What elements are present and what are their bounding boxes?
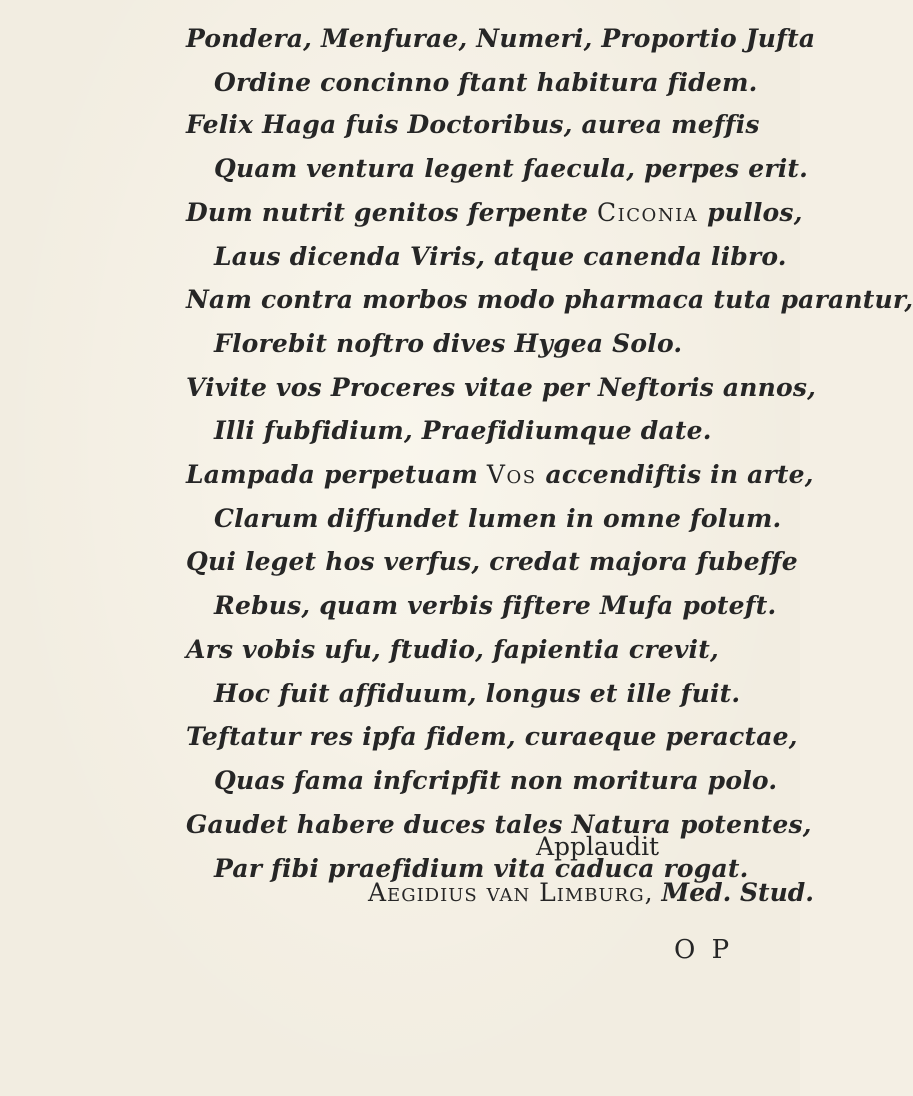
poem-line-part: Lampada perpetuam: [186, 460, 487, 489]
signature: [368, 878, 814, 907]
small-caps-word: Vos: [486, 460, 537, 489]
catchword: O P: [674, 935, 734, 965]
poem-line: Qui leget hos verfus, credat majora fubeffe: [186, 547, 798, 576]
poem-line: Illi fubfidium, Praefidiumque date.: [214, 416, 712, 445]
poem-line: Par fibi praefidium vita caduca rogat.: [214, 854, 749, 883]
poem-line: Gaudet habere duces tales Natura potentes,: [186, 810, 812, 839]
poem-line: Laus dicenda Viris, atque canenda libro.: [214, 242, 787, 271]
author-title: Med. Stud.: [661, 878, 814, 907]
applaudit-heading: Applaudit: [536, 832, 660, 861]
poem-line: Florebit noftro dives Hygea Solo.: [214, 329, 683, 358]
poem-line-part: pullos,: [698, 198, 803, 227]
poem-line: [186, 200, 803, 225]
author-name: Aegidius van Limburg,: [368, 878, 654, 907]
poem-line: Rebus, quam verbis fiftere Mufa poteft.: [214, 591, 777, 620]
poem-line: Ordine concinno ftant habitura fidem.: [214, 68, 758, 97]
poem-line: Teftatur res ipfa fidem, curaeque peractae,: [186, 722, 798, 751]
poem-line: Quam ventura legent faecula, perpes erit.: [214, 154, 809, 183]
poem-line: Pondera, Menfurae, Numeri, Proportio Jufta: [186, 24, 816, 53]
poem-line: Nam contra morbos modo pharmaca tuta parantur,: [186, 285, 913, 314]
poem-line: Hoc fuit affiduum, longus et ille fuit.: [214, 679, 741, 708]
poem-line-part: Dum nutrit genitos ferpente: [186, 198, 598, 227]
poem-line: Ars vobis ufu, ftudio, fapientia crevit,: [186, 635, 719, 664]
poem-line: Clarum diffundet lumen in omne folum.: [214, 504, 782, 533]
small-caps-word: Ciconia: [597, 198, 699, 227]
poem-line: Quas fama infcripfit non moritura polo.: [214, 766, 778, 795]
poem-line: [186, 462, 814, 487]
poem-line: Vivite vos Proceres vitae per Neftoris annos,: [186, 373, 817, 402]
poem-line: Felix Haga fuis Doctoribus, aurea meffis: [186, 110, 760, 139]
poem-line-part: accendiftis in arte,: [536, 460, 814, 489]
